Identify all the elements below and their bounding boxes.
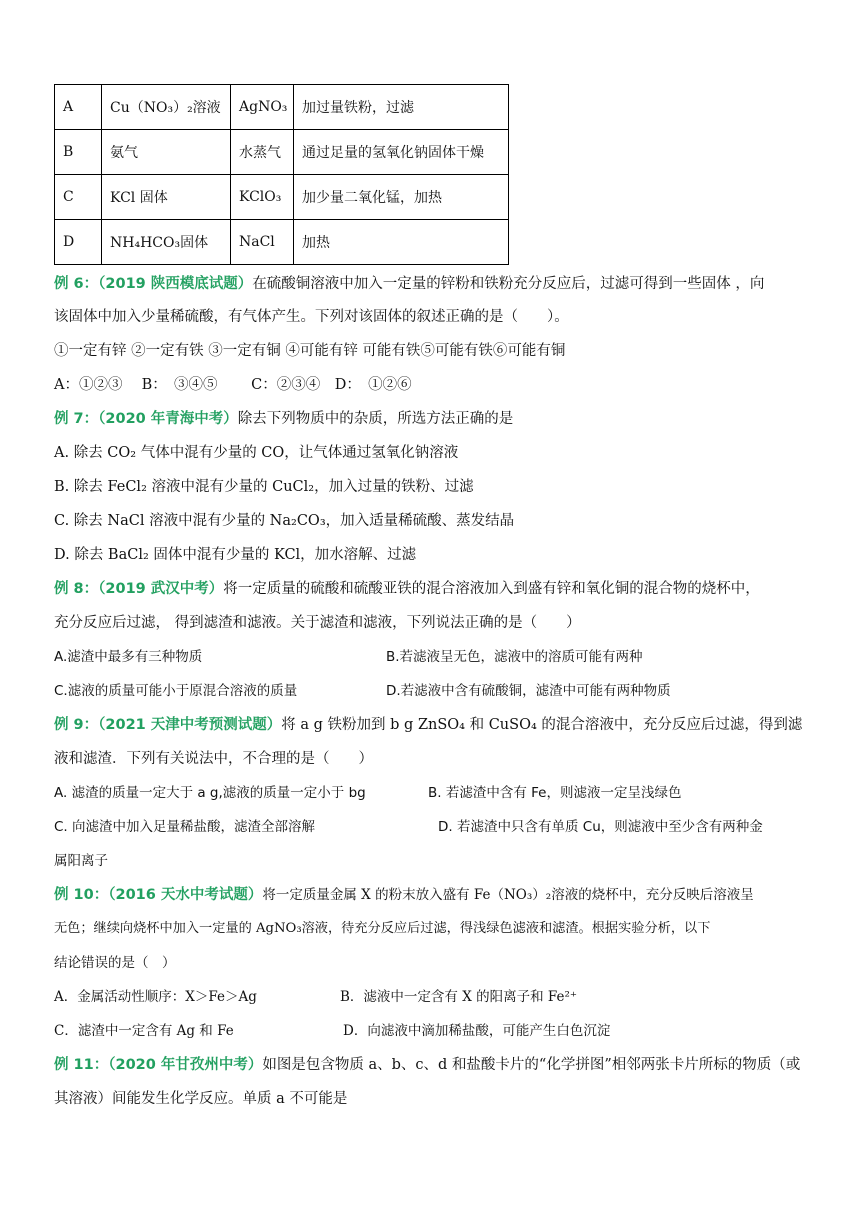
example-7-option-d: D. 除去 BaCl₂ 固体中混有少量的 KCl，加水溶解、过滤 <box>54 547 417 563</box>
example-9-option-d-cont: 属阳离子 <box>54 853 108 869</box>
example-6-text: 在硫酸铜溶液中加入一定量的锌粉和铁粉充分反应后，过滤可得到一些固体 ，向 <box>252 276 765 292</box>
example-11-line-1 <box>54 1055 800 1075</box>
table-row <box>55 220 509 265</box>
example-8-line-2: 充分反应后过滤， 得到滤渣和滤液。关于滤渣和滤液，下列说法正确的是（ ） <box>54 615 581 631</box>
impurity-cell: 水蒸气 <box>231 130 294 175</box>
substance-cell: NH₄HCO₃固体 <box>102 220 231 265</box>
table-row <box>55 85 509 130</box>
impurity-cell: AgNO₃ <box>231 85 294 130</box>
example-10-option-c: C．滤渣中一定含有 Ag 和 Fe <box>54 1023 234 1039</box>
example-11-tag: 例 11：（2020 年甘孜州中考） <box>54 1057 263 1073</box>
example-7-option-a: A. 除去 CO₂ 气体中混有少量的 CO，让气体通过氢氧化钠溶液 <box>54 445 459 461</box>
options-table <box>54 84 509 265</box>
example-6-statements: ①一定有锌 ②一定有铁 ③一定有铜 ④可能有锌 可能有铁⑤可能有铁⑥可能有铜 <box>54 343 566 359</box>
substance-cell: 氨气 <box>102 130 231 175</box>
example-9-line-2: 液和滤渣．下列有关说法中，不合理的是（ ） <box>54 751 373 767</box>
example-11-text: 如图是包含物质 a、b、c、d 和盐酸卡片的“化学拼图”相邻两张卡片所标的物质（或 <box>262 1057 801 1073</box>
example-10-option-a: A．金属活动性顺序：X＞Fe＞Ag <box>54 989 257 1005</box>
example-10-tag: 例 10：（2016 天水中考试题） <box>54 887 263 903</box>
row-label: B <box>55 130 102 175</box>
example-8-option-c: C.滤液的质量可能小于原混合溶液的质量 <box>54 683 298 699</box>
example-9-option-c: C. 向滤渣中加入足量稀盐酸，滤渣全部溶解 <box>54 819 316 835</box>
method-cell: 加热 <box>294 220 509 265</box>
example-7-line-1 <box>54 409 513 429</box>
example-7-stem: 除去下列物质中的杂质，所选方法正确的是 <box>237 411 514 427</box>
example-8-line-1 <box>54 579 760 599</box>
example-10-line-1 <box>54 885 754 905</box>
impurity-cell: NaCl <box>231 220 294 265</box>
table-row <box>55 175 509 220</box>
example-9-line-1 <box>54 715 802 735</box>
example-7-tag: 例 7：（2020 年青海中考） <box>54 411 238 427</box>
example-9-option-a: A. 滤渣的质量一定大于 a g,滤液的质量一定小于 bg <box>54 785 366 801</box>
row-label: A <box>55 85 102 130</box>
example-8-tag: 例 8：（2019 武汉中考） <box>54 581 224 597</box>
example-8-text: 将一定质量的硫酸和硫酸亚铁的混合溶液加入到盛有锌和氧化铜的混合物的烧杯中， <box>223 581 760 597</box>
example-10-text: 将一定质量金属 X 的粉末放入盛有 Fe（NO₃）₂溶液的烧杯中，充分反映后溶液呈 <box>262 887 754 903</box>
row-label: D <box>55 220 102 265</box>
example-9-option-d: D. 若滤渣中只含有单质 Cu，则滤液中至少含有两种金 <box>438 819 763 835</box>
row-label: C <box>55 175 102 220</box>
example-9-tag: 例 9：（2021 天津中考预测试题） <box>54 717 282 733</box>
method-cell: 加少量二氧化锰，加热 <box>294 175 509 220</box>
example-6-choices: A：①②③ B： ③④⑤ C：②③④ D： ①②⑥ <box>54 377 412 393</box>
method-cell: 通过足量的氢氧化钠固体干燥 <box>294 130 509 175</box>
example-10-option-d: D．向滤液中滴加稀盐酸，可能产生白色沉淀 <box>343 1023 611 1039</box>
example-9-text: 将 a g 铁粉加到 b g ZnSO₄ 和 CuSO₄ 的混合溶液中，充分反应后过滤，得到滤 <box>281 717 803 733</box>
table-row <box>55 130 509 175</box>
example-6-line-1 <box>54 274 764 294</box>
example-11-line-2: 其溶液）间能发生化学反应。单质 a 不可能是 <box>54 1091 348 1107</box>
example-10-line-3: 结论错误的是（ ） <box>54 955 176 971</box>
example-6-line-2: 该固体中加入少量稀硫酸，有气体产生。下列对该固体的叙述正确的是（ ）。 <box>54 309 569 325</box>
method-cell: 加过量铁粉，过滤 <box>294 85 509 130</box>
example-9-option-b: B. 若滤渣中含有 Fe，则滤液一定呈浅绿色 <box>428 785 682 801</box>
example-10-line-2: 无色；继续向烧杯中加入一定量的 AgNO₃溶液，待充分反应后过滤，得浅绿色滤液和滤渣。根据实验分析，以下 <box>54 921 711 936</box>
substance-cell: Cu（NO₃）₂溶液 <box>102 85 231 130</box>
example-10-option-b: B．滤液中一定含有 X 的阳离子和 Fe²⁺ <box>340 989 578 1005</box>
example-8-option-d: D.若滤液中含有硫酸铜，滤渣中可能有两种物质 <box>386 683 671 699</box>
example-8-option-b: B.若滤液呈无色，滤液中的溶质可能有两种 <box>386 649 643 665</box>
example-8-option-a: A.滤渣中最多有三种物质 <box>54 649 203 665</box>
substance-cell: KCl 固体 <box>102 175 231 220</box>
impurity-cell: KClO₃ <box>231 175 294 220</box>
example-6-tag: 例 6：（2019 陕西模底试题） <box>54 276 253 292</box>
example-7-option-b: B. 除去 FeCl₂ 溶液中混有少量的 CuCl₂，加入过量的铁粉、过滤 <box>54 479 474 495</box>
example-7-option-c: C. 除去 NaCl 溶液中混有少量的 Na₂CO₃，加入适量稀硫酸、蒸发结晶 <box>54 513 515 529</box>
